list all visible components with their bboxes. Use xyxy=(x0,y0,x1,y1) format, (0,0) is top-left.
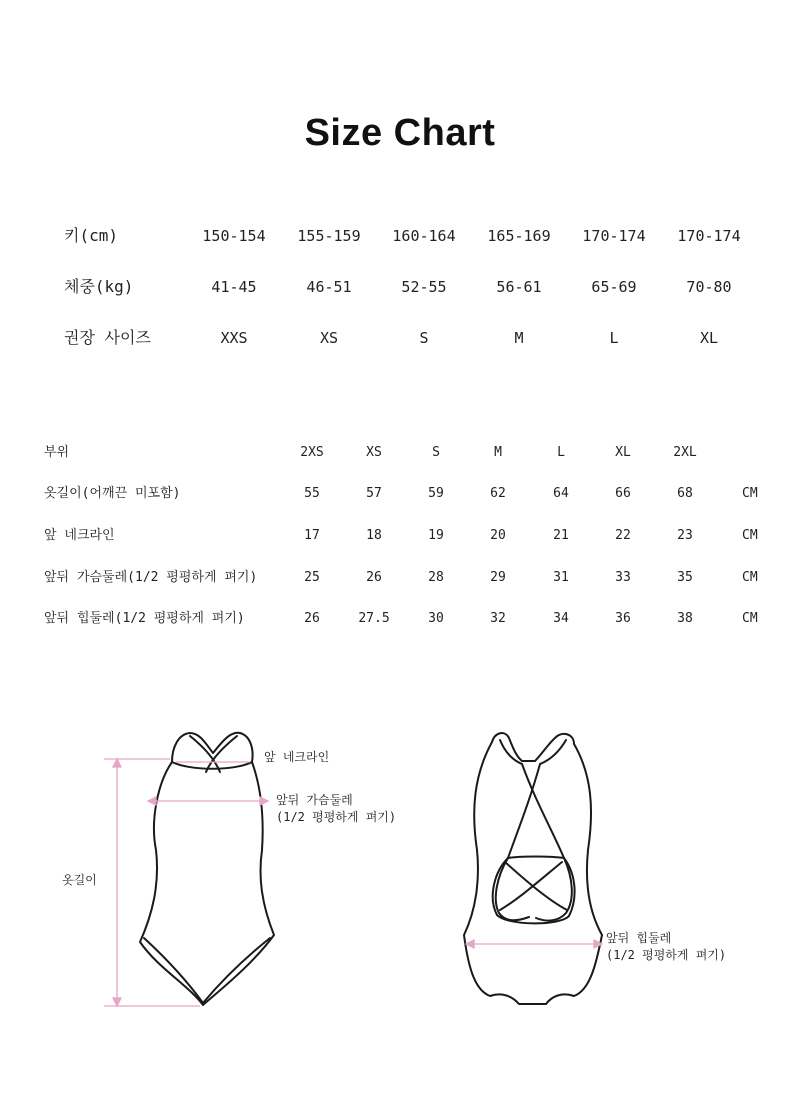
table-cell: 30 xyxy=(428,611,444,626)
hip-arrow-left xyxy=(466,940,474,948)
table-cell: 28 xyxy=(428,570,444,585)
front-outline xyxy=(140,733,274,1005)
table-cell: XXS xyxy=(220,329,248,347)
table-cell: 165-169 xyxy=(487,227,551,245)
chest-arrow-left xyxy=(148,797,156,805)
table-cell: 155-159 xyxy=(297,227,361,245)
unit-label: CM xyxy=(742,611,758,626)
table-cell: 22 xyxy=(615,528,631,543)
table-cell: 38 xyxy=(677,611,693,626)
column-header: S xyxy=(432,445,440,460)
table-cell: 26 xyxy=(366,570,382,585)
table-cell: 68 xyxy=(677,486,693,501)
table-cell: L xyxy=(609,329,619,347)
table-cell: 23 xyxy=(677,528,693,543)
table-cell: 66 xyxy=(615,486,631,501)
table-cell: 46-51 xyxy=(306,278,352,296)
front-neckline-label: 앞 네크라인 xyxy=(264,750,330,764)
table-cell: 70-80 xyxy=(686,278,732,296)
table-cell: 34 xyxy=(553,611,569,626)
back-measure-guides xyxy=(466,940,602,948)
table-cell: 26 xyxy=(304,611,320,626)
table-cell: 160-164 xyxy=(392,227,456,245)
table-cell: 52-55 xyxy=(401,278,447,296)
table-cell: 41-45 xyxy=(211,278,257,296)
row-label: 키(cm) xyxy=(64,226,118,245)
row-label: 권장 사이즈 xyxy=(64,328,151,347)
front-length-label: 옷길이 xyxy=(62,873,97,887)
row-label: 앞 네크라인 xyxy=(44,528,115,543)
table-cell: 64 xyxy=(553,486,569,501)
unit-label: CM xyxy=(742,486,758,501)
unit-label: CM xyxy=(742,528,758,543)
back-outline xyxy=(464,733,602,1004)
table-cell: 57 xyxy=(366,486,382,501)
table-cell: S xyxy=(419,329,429,347)
table-cell: 18 xyxy=(366,528,382,543)
table-cell: 65-69 xyxy=(591,278,637,296)
table-cell: 150-154 xyxy=(202,227,266,245)
row-label: 앞뒤 가슴둘레(1/2 평평하게 펴기) xyxy=(44,570,258,585)
table-cell: 29 xyxy=(490,570,506,585)
table-cell: 170-174 xyxy=(582,227,646,245)
table-cell: 17 xyxy=(304,528,320,543)
column-header-part: 부위 xyxy=(44,445,70,460)
table-cell: 62 xyxy=(490,486,506,501)
column-header: L xyxy=(557,445,565,460)
column-header: M xyxy=(494,445,502,460)
column-header: XL xyxy=(615,445,631,460)
back-strap-x xyxy=(500,862,567,910)
table-cell: 55 xyxy=(304,486,320,501)
table-cell: 35 xyxy=(677,570,693,585)
table-cell: 27.5 xyxy=(358,611,390,626)
back-cutout xyxy=(493,857,575,924)
table-cell: 59 xyxy=(428,486,444,501)
table-cell: 25 xyxy=(304,570,320,585)
front-chest-label-note: (1/2 평평하게 펴기) xyxy=(276,810,397,824)
back-swimsuit-drawing xyxy=(464,733,602,1004)
length-arrow-down xyxy=(113,998,121,1006)
table-cell: 20 xyxy=(490,528,506,543)
column-header: 2XL xyxy=(673,445,697,460)
front-chest-label: 앞뒤 가슴둘레 xyxy=(276,793,353,807)
table-cell: 32 xyxy=(490,611,506,626)
page-title: Size Chart xyxy=(304,112,496,154)
front-swimsuit-drawing xyxy=(140,733,274,1005)
table-cell: 33 xyxy=(615,570,631,585)
table-cell: 31 xyxy=(553,570,569,585)
row-label: 앞뒤 힙둘레(1/2 평평하게 펴기) xyxy=(44,611,245,626)
front-hem xyxy=(144,938,270,1003)
table-cell: M xyxy=(514,329,524,347)
table-cell: 19 xyxy=(428,528,444,543)
table-cell: 21 xyxy=(553,528,569,543)
unit-label: CM xyxy=(742,570,758,585)
back-hip-label: 앞뒤 힙둘레 xyxy=(606,931,672,945)
table-cell: 170-174 xyxy=(677,227,741,245)
table-cell: XL xyxy=(699,329,719,347)
table-cell: XS xyxy=(319,329,339,347)
length-arrow-up xyxy=(113,759,121,767)
row-label: 체중(kg) xyxy=(64,277,134,296)
back-hip-label-note: (1/2 평평하게 펴기) xyxy=(606,948,727,962)
row-label: 옷길이(어깨끈 미포함) xyxy=(44,486,181,501)
chest-arrow-right xyxy=(260,797,268,805)
column-header: XS xyxy=(366,445,382,460)
table-cell: 56-61 xyxy=(496,278,542,296)
column-header: 2XS xyxy=(300,445,324,460)
table-cell: 36 xyxy=(615,611,631,626)
